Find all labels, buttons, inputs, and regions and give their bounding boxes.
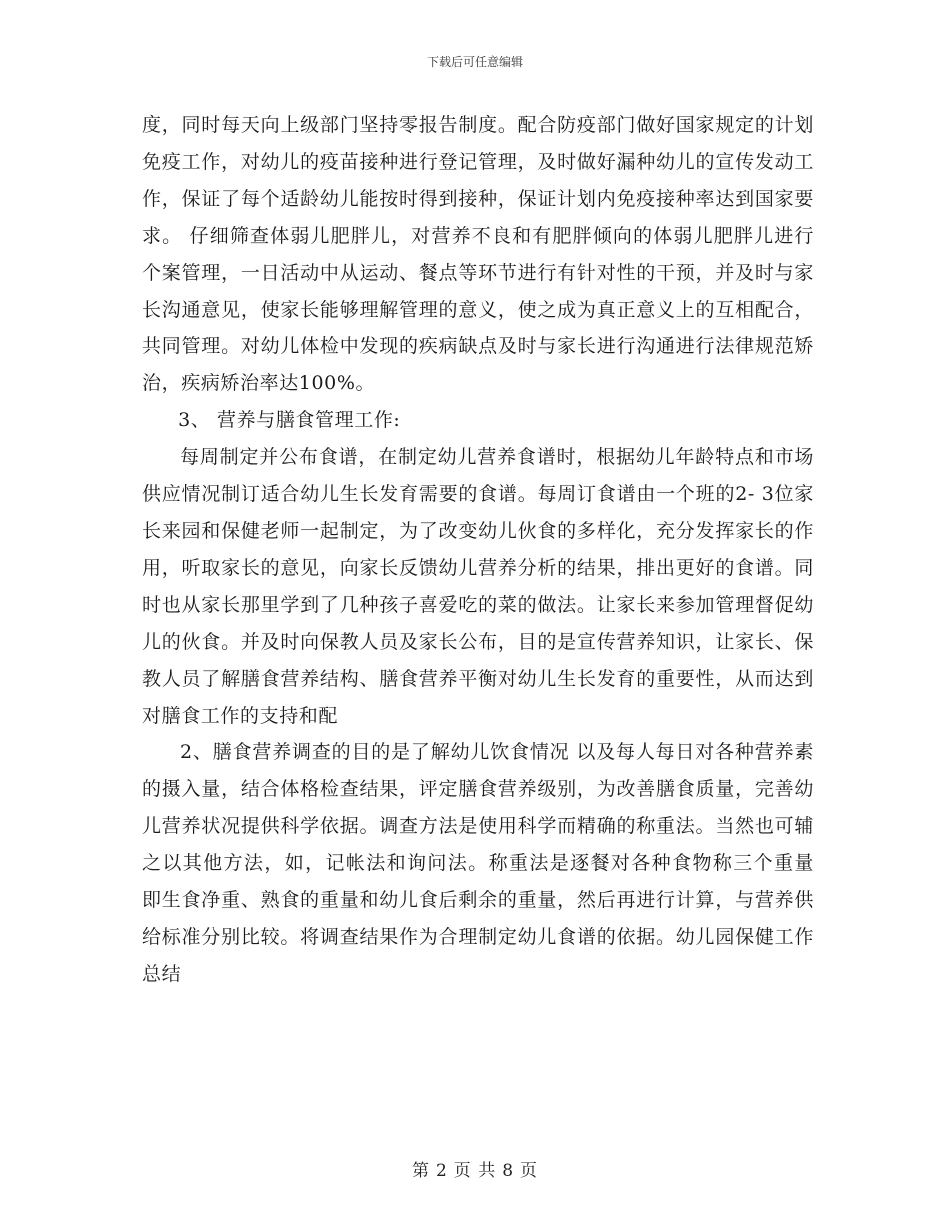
footer-middle: 页 共 (453, 1161, 497, 1181)
header-text: 下载后可任意编辑 (426, 55, 523, 69)
page-footer (0, 1156, 950, 1181)
footer-suffix: 页 (520, 1161, 539, 1181)
footer-prefix: 第 (411, 1161, 430, 1181)
page-number: 2 (435, 1161, 448, 1181)
paragraph-survey: 2、膳食营养调查的目的是了解幼儿饮食情况 以及每人每日对各种营养素的摄入量，结合体格检查结果，评定膳食营养级别，为改善膳食质量，完善幼儿营养状况提供科学依据。调查方法是使用科学而精确的称重法。当然也可辅之以其他方法，如，记帐法和询问法。称重法是逐餐对各种食物称三个重量 即生食净重、熟食的重量和幼儿食后剩余的重量，然后再进行计算，与营养供给标准分别比较。将调查结果作为合理制定幼儿食谱的依据。幼儿园保健工作总结 (142, 741, 814, 985)
paragraph-menu: 每周制定并公布食谱，在制定幼儿营养食谱时，根据幼儿年龄特点和市场供应情况制订适合幼儿生长发育需要的食谱。每周订食谱由一个班的2- 3位家长来园和保健老师一起制定，为了改变幼儿伙食的多样化，充分发挥家长的作用，听取家长的意见，向家长反馈幼儿营养分析的结果，排出更好的食谱。同时也从家长那里学到了几种孩子喜爱吃的菜的做法。让家长来参加管理督促幼儿的伙食。并及时向保教人员及家长公布，目的是宣传营养知识，让家长、保教人员了解膳食营养结构、膳食营养平衡对幼儿生长发育的重要性，从而达到对膳食工作的支持和配 (142, 446, 814, 727)
total-pages: 8 (502, 1161, 515, 1181)
paragraph-continued: 度，同时每天向上级部门坚持零报告制度。配合防疫部门做好国家规定的计划免疫工作，对幼儿的疫苗接种进行登记管理，及时做好漏种幼儿的宣传发动工作，保证了每个适龄幼儿能按时得到接种，保证计划内免疫接种率达到国家要求。 仔细筛查体弱儿肥胖儿，对营养不良和有肥胖倾向的体弱儿肥胖儿进行个案管理，一日活动中从运动、餐点等环节进行有针对性的干预，并及时与家长沟通意见，使家长能够理解管理的意义，使之成为真正意义上的互相配合，共同管理。对幼儿体检中发现的疾病缺点及时与家长进行沟通进行法律规范矫治，疾病矫治率达100%。 (142, 114, 814, 395)
document-body (142, 107, 814, 993)
page-header (0, 53, 950, 70)
section-heading-nutrition: 3、 营养与膳食管理工作: (178, 409, 401, 432)
